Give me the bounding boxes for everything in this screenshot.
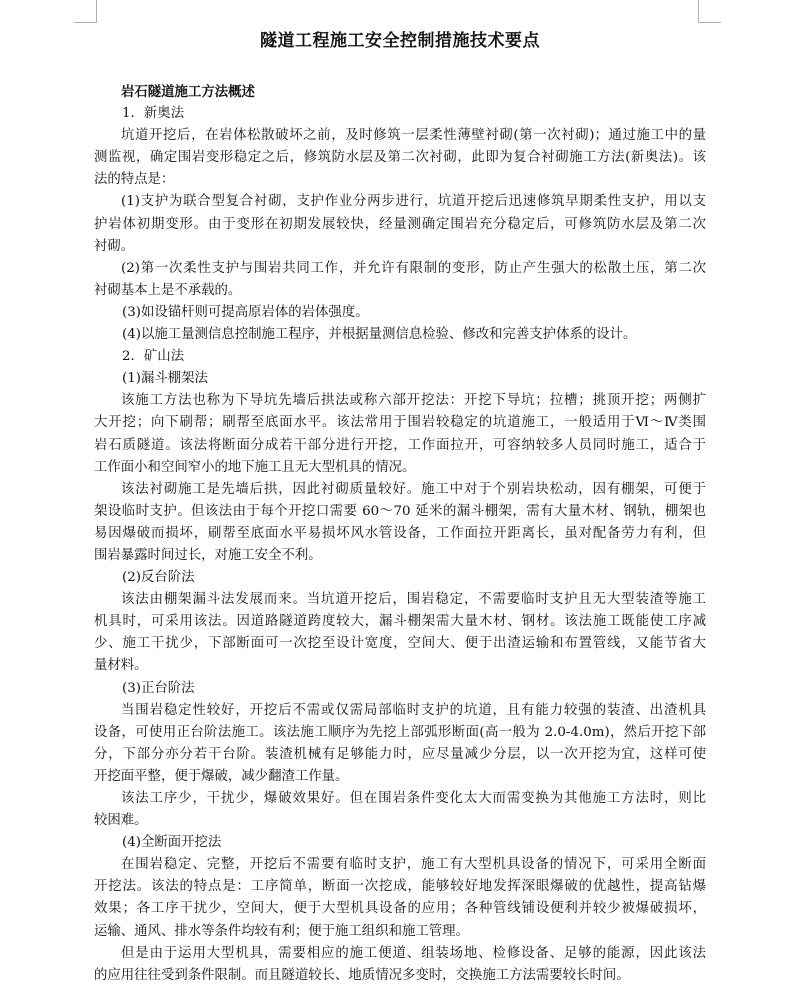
text-line: 易因爆破而损坏，刷帮至底面水平易损坏风水管设备，工作面拉开距离长，虽对配备劳力有利，但 [94, 525, 706, 541]
text-line: 但是由于运用大型机具，需要相应的施工便道、组装场地、检修设备、足够的能源，因此该法 [121, 945, 706, 961]
text-line: 开挖法。该法的特点是：工序简单，断面一次挖成，能够较好地发挥深眼爆破的优越性，提高钻爆 [94, 879, 706, 895]
text-line: 该法由棚架漏斗法发展而来。当坑道开挖后，围岩稳定，不需要临时支护且无大型装渣等施工 [121, 592, 706, 608]
document-title: 隧道工程施工安全控制措施技术要点 [260, 31, 540, 51]
text-line: (4)全断面开挖法 [122, 835, 222, 851]
text-line: 围岩暴露时间过长，对施工安全不利。 [94, 547, 322, 563]
document-page [94, 0, 706, 987]
text-line: 机具时，可采用该法。因道路隧道跨度较大，漏斗棚架需大量木材、钢材。该法施工既能使工序减 [94, 614, 706, 630]
text-line: 工作面小和空间窄小的地下施工且无大型机具的情况。 [94, 459, 416, 475]
text-line: (3)如设锚杆则可提高原岩体的岩体强度。 [122, 304, 369, 320]
text-line: 架设临时支护。但该法由于每个开挖口需要 60～70 延米的漏斗棚架，需有大量木材、钢轨，棚架也 [94, 503, 706, 519]
text-line: 运输、通风、排水等条件均较有利；便于施工组织和施工管理。 [94, 923, 469, 939]
document-body [94, 81, 706, 987]
text-line: 效果；各工序干扰少，空间大，便于大型机具设备的应用；各种管线铺设便利并较少被爆破损坏， [94, 901, 706, 917]
text-line: 1．新奥法 [122, 106, 185, 122]
text-line: 大开挖；向下刷帮；刷帮至底面水平。该法常用于围岩较稳定的坑道施工，一般适用于Ⅵ～Ⅳ类围 [94, 415, 706, 431]
text-line: (1)支护为联合型复合衬砌，支护作业分两步进行，坑道开挖后迅速修筑早期柔性支护，用以支 [121, 194, 706, 210]
section-heading: 岩石隧道施工方法概述 [121, 84, 255, 100]
text-line: 该施工方法也称为下导坑先墙后拱法或称六部开挖法：开挖下导坑；拉槽；挑顶开挖；两侧扩 [121, 393, 706, 409]
text-line: (4)以施工量测信息控制施工程序，并根据量测信息检验、修改和完善支护体系的设计。 [122, 327, 637, 343]
text-line: 该法衬砌施工是先墙后拱，因此衬砌质量较好。施工中对于个别岩块松动，因有棚架，可便于 [121, 481, 706, 497]
text-line: (3)正台阶法 [122, 680, 195, 696]
text-line: 设备，可使用正台阶法施工。该法施工顺序为先挖上部弧形断面(高一般为 2.0-4.0m)，然后开挖下部 [94, 724, 706, 740]
text-line: 测监视，确定围岩变形稳定之后，修筑防水层及第二次衬砌，此即为复合衬砌施工方法(新奥法)。该 [94, 150, 706, 166]
text-line: 分，下部分亦分若干台阶。装渣机械有足够能力时，应尽量减少分层，以一次开挖为宜，这样可使 [94, 746, 706, 762]
text-line: 2．矿山法 [122, 349, 185, 365]
text-line: 坑道开挖后，在岩体松散破坏之前，及时修筑一层柔性薄壁衬砌(第一次衬砌)；通过施工中的量 [121, 128, 706, 144]
text-line: 量材料。 [94, 658, 148, 674]
text-line: 衬砌基本上是不承载的。 [94, 282, 242, 298]
text-line: 开挖面平整，便于爆破，减少翻渣工作量。 [94, 768, 349, 784]
text-line: 在围岩稳定、完整，开挖后不需要有临时支护，施工有大型机具设备的情况下，可采用全断面 [121, 857, 706, 873]
text-line: 法的特点是： [94, 172, 175, 188]
text-line: 当围岩稳定性较好，开挖后不需或仅需局部临时支护的坑道，且有能力较强的装渣、出渣机具 [121, 702, 706, 718]
text-line: (2)第一次柔性支护与围岩共同工作，并允许有限制的变形，防止产生强大的松散土压，第二次 [121, 260, 706, 276]
text-line: 的应用往往受到条件限制。而且隧道较长、地质情况多变时，交换施工方法需要较长时间。 [94, 967, 630, 983]
text-line: 较困难。 [94, 813, 148, 829]
text-line: 该法工序少，干扰少，爆破效果好。但在围岩条件变化太大而需变换为其他施工方法时，则比 [121, 791, 706, 806]
text-line: 岩石质隧道。该法将断面分成若干部分进行开挖，工作面拉开，可容纳较多人员同时施工，适合于 [94, 437, 706, 453]
text-line: 衬砌。 [94, 238, 135, 254]
text-line: 少、施工干扰少，下部断面可一次挖至设计宽度，空间大、便于出渣运输和布置管线，又能节省大 [94, 636, 706, 652]
text-line: (1)漏斗棚架法 [122, 371, 208, 387]
text-line: 护岩体初期变形。由于变形在初期发展较快，经量测确定围岩充分稳定后，可修筑防水层及第二次 [94, 216, 706, 232]
text-line: (2)反台阶法 [122, 570, 195, 586]
